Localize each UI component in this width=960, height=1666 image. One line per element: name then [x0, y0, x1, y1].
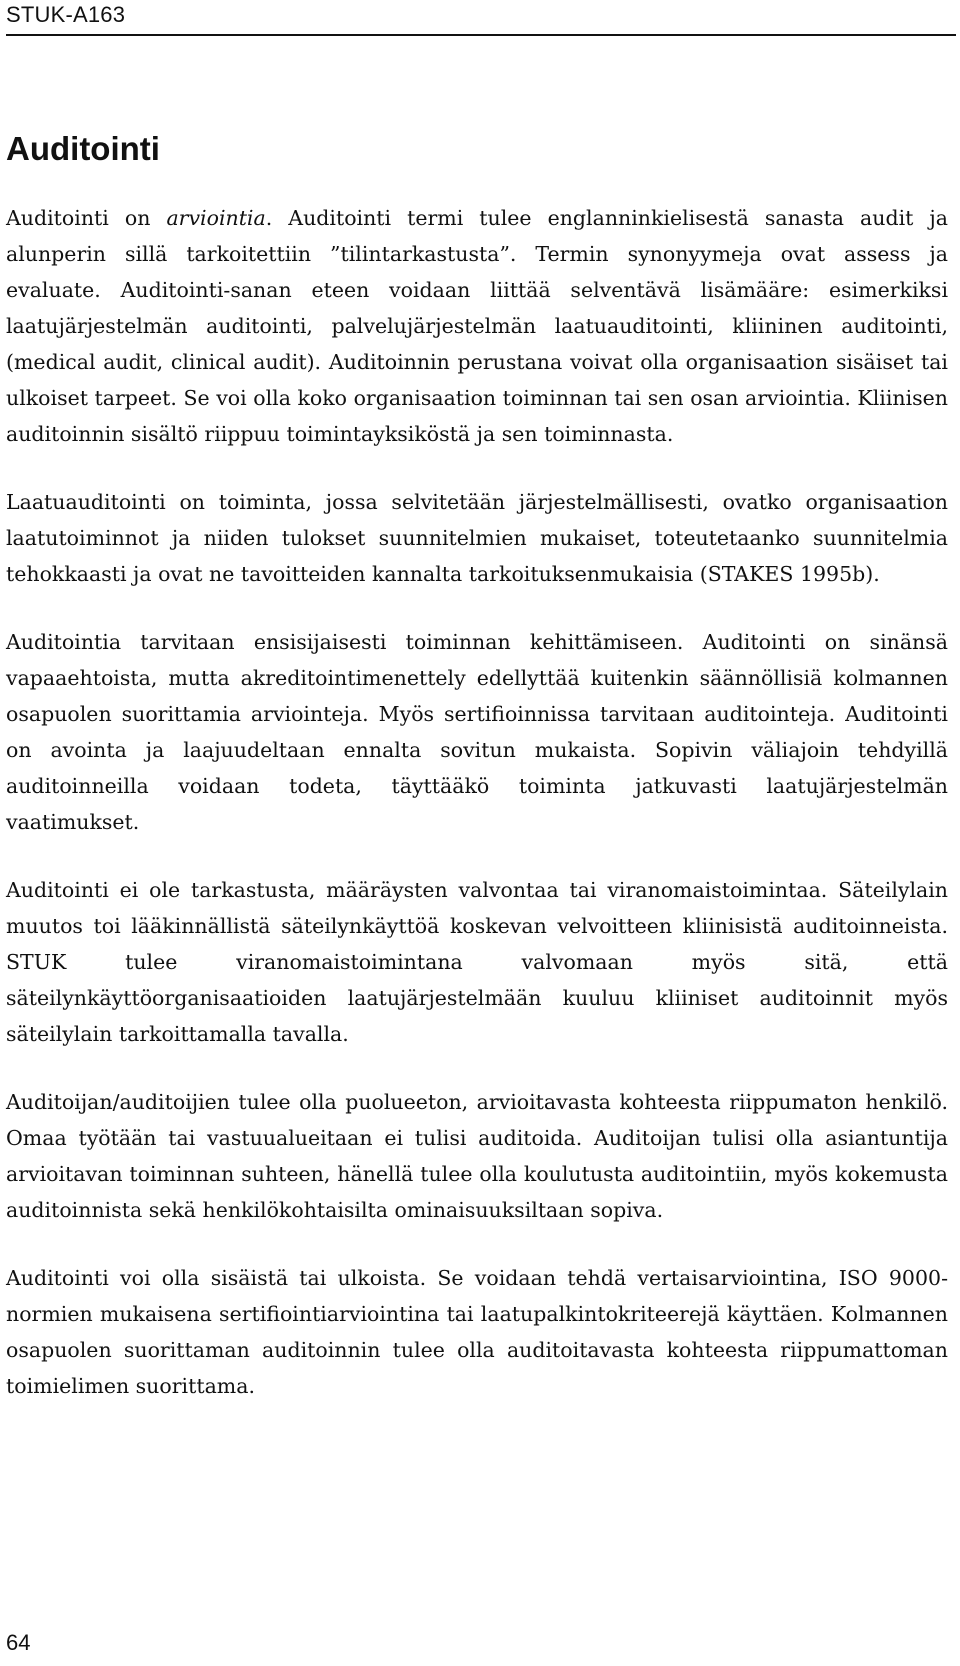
document-body	[6, 200, 948, 1436]
page-title: Auditointi	[6, 130, 160, 167]
paragraph-auditor: Auditoijan/auditoijien tulee olla puolueeton, arvioitavasta kohteesta riippumaton henkilö. Omaa työtään tai vastuualueitaan ei tulisi auditoida. Auditoijan tulisi olla asiantuntija arvioitavan toiminnan suhteen, hänellä tulee olla koulutusta auditointiin, myös kokemusta auditoinnista sekä henkilökohtaisilta ominaisuuksiltaan sopiva.	[6, 1090, 948, 1222]
paragraph-regulation: Auditointi ei ole tarkastusta, määräysten valvontaa tai viranomaistoimintaa. Säteilylain muutos toi lääkinnällistä säteilynkäyttöä koskevan velvoitteen kliinisistä auditoinneista. STUK tulee viranomaistoimintana valvomaan myös sitä, että säteilynkäyttöorganisaatioiden laatujärjestelmään kuuluu kliiniset auditoinnit myös säteilylain tarkoittamalla tavalla.	[6, 878, 948, 1046]
paragraph-definition	[6, 200, 948, 452]
paragraph-definition-lead: Auditointi on	[6, 206, 167, 230]
page-number: 64	[6, 1630, 31, 1655]
paragraph-purpose: Auditointia tarvitaan ensisijaisesti toiminnan kehittämiseen. Auditointi on sinänsä vapaaehtoista, mutta akreditointimenettely edellyttää kuitenkin säännöllisiä kolmannen osapuolen suorittamia arviointeja. Myös sertifioinnissa tarvitaan auditointeja. Auditointi on avointa ja laajuudeltaan ennalta sovitun mukaista. Sopivin väliajoin tehdyillä auditoinneilla voidaan todeta, täyttääkö toiminta jatkuvasti laatujärjestelmän vaatimukset.	[6, 630, 948, 834]
paragraph-definition-rest: . Auditointi termi tulee englanninkielisestä sanasta audit ja alunperin sillä tarkoitettiin ”tilintarkastusta”. Termin synonyymeja ovat assess ja evaluate. Auditointi-sanan eteen voidaan liittää selventävä lisämääre: esimerkiksi laatujärjestelmän auditointi, palvelujärjestelmän laatuauditointi, kliininen auditointi, (medical audit, clinical audit). Auditoinnin perustana voivat olla organisaation sisäiset tai ulkoiset tarpeet. Se voi olla koko organisaation toiminnan tai sen osan arviointia. Kliinisen auditoinnin sisältö riippuu toimintayksiköstä ja sen toiminnasta.	[6, 206, 949, 446]
emphasized-term: arviointia	[166, 206, 266, 230]
paragraph-quality-audit: Laatuauditointi on toiminta, jossa selvitetään järjestelmällisesti, ovatko organisaation laatutoiminnot ja niiden tulokset suunnitelmien mukaiset, toteutetaanko suunnitelmia tehokkaasti ja ovat ne tavoitteiden kannalta tarkoituksenmukaisia (STAKES 1995b).	[6, 490, 948, 586]
document-code: STUK-A163	[6, 2, 126, 27]
header-divider	[6, 34, 956, 36]
paragraph-types: Auditointi voi olla sisäistä tai ulkoista. Se voidaan tehdä vertaisarviointina, ISO 9000-normien mukaisena sertifiointiarviointina tai laatupalkintokriteerejä käyttäen. Kolmannen osapuolen suorittaman auditoinnin tulee olla auditoitavasta kohteesta riippumattoman toimielimen suorittama.	[6, 1266, 948, 1398]
